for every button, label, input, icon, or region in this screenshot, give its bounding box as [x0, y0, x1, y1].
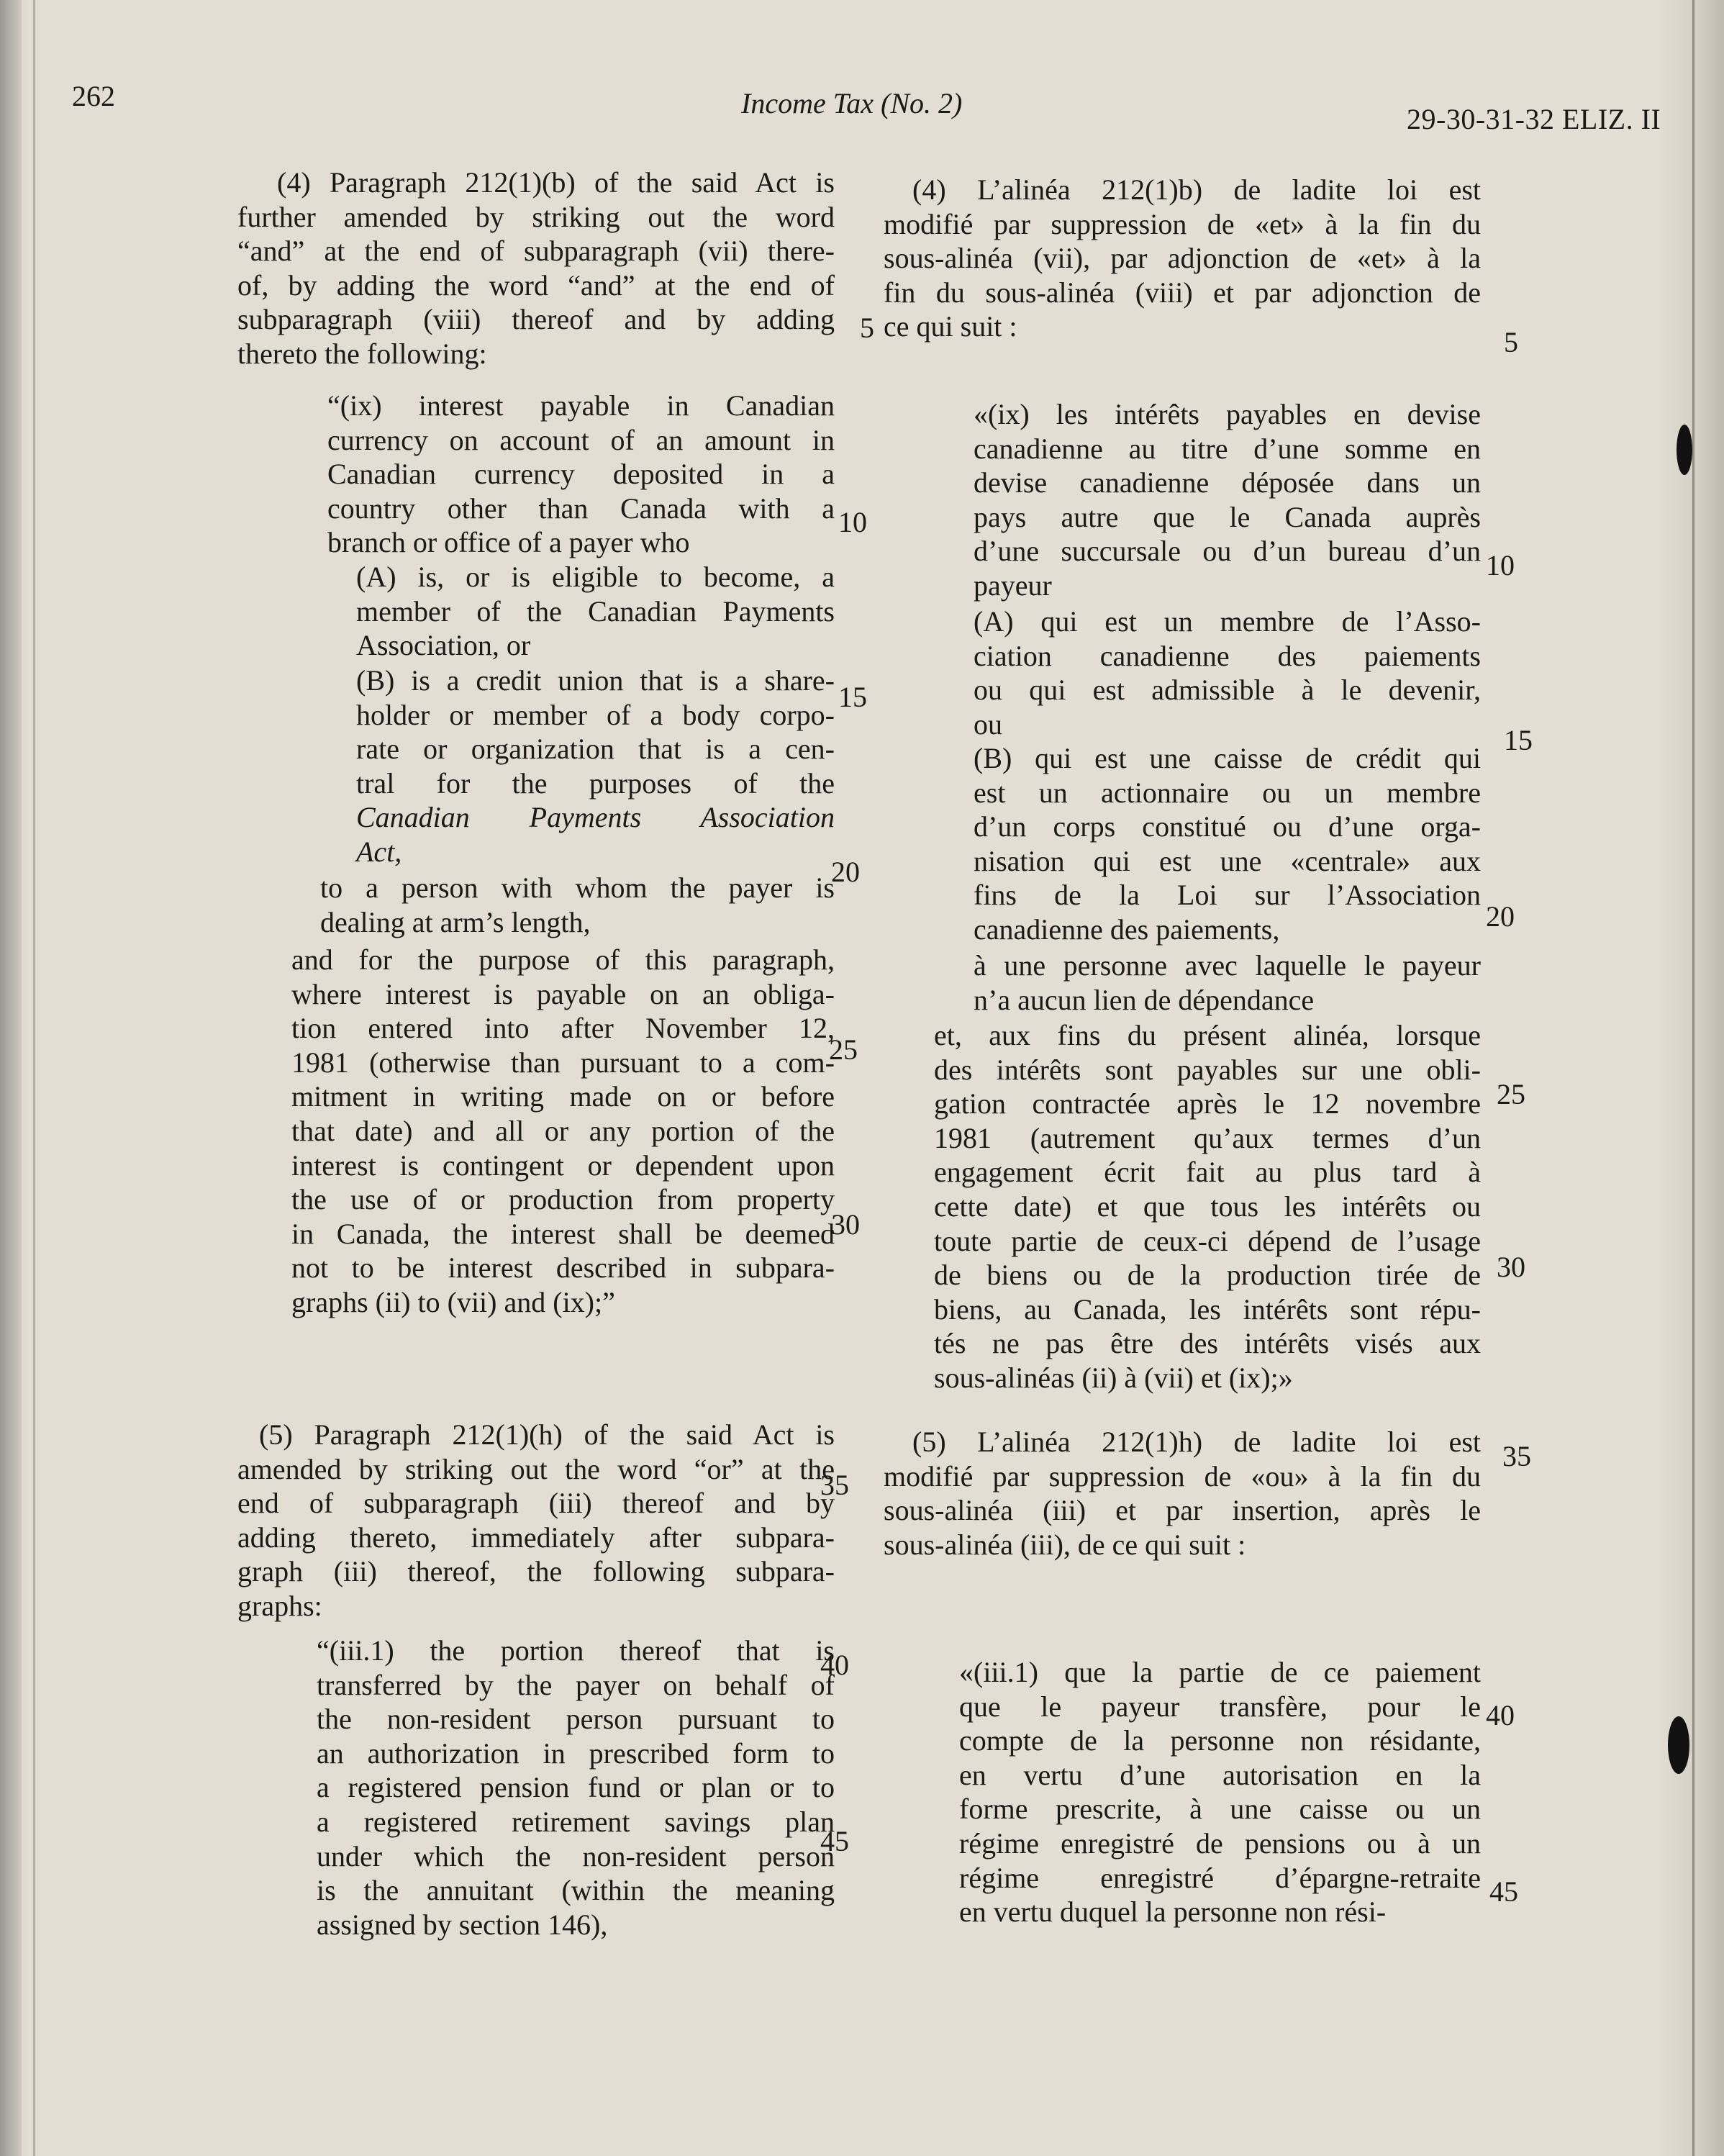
french-s4-ix-line: d’une succursale ou d’un bureau d’un	[974, 535, 1481, 568]
english-s4-intro-line: (4) Paragraph 212(1)(b) of the said Act is	[277, 166, 835, 199]
line-number: 40	[820, 1649, 849, 1681]
french-s4-B-line: canadienne des paiements,	[974, 913, 1280, 946]
english-s4-ix-line: branch or office of a payer who	[327, 526, 690, 559]
french-s4-A-line: ou	[974, 707, 1002, 740]
english-s4-B-line: Act,	[356, 835, 402, 868]
french-s4-intro-line: sous-alinéa (vii), par adjonction de «et» à la	[884, 242, 1481, 275]
french-s4-intro-line: modifié par suppression de «et» à la fin du	[884, 207, 1481, 240]
french-s5-iii1-line: que le payeur transfère, pour le	[959, 1690, 1481, 1723]
french-s4-tail-line: toute partie de ceux-ci dépend de l’usage	[934, 1224, 1481, 1257]
line-number: 5	[1504, 326, 1518, 358]
english-s5-iii1-line: is the annuitant (within the meaning	[317, 1874, 835, 1907]
french-s4-ix-line: pays autre que le Canada auprès	[974, 500, 1481, 533]
french-s5-iii1-line: «(iii.1) que la partie de ce paiement	[959, 1656, 1481, 1688]
english-s4-B-line: (B) is a credit union that is a share-	[356, 664, 835, 697]
french-s4-ix-line: «(ix) les intérêts payables en devise	[974, 398, 1481, 430]
french-s5-intro-line: sous-alinéa (iii), de ce qui suit :	[884, 1528, 1246, 1561]
english-s5-intro-line: adding thereto, immediately after subpara-	[237, 1521, 835, 1554]
ink-mark	[1677, 425, 1692, 475]
french-s4-B-line: nisation qui est une «centrale» aux	[974, 844, 1481, 877]
line-number: 25	[1497, 1078, 1525, 1110]
line-number: 45	[1489, 1875, 1518, 1908]
french-s4-tail-line: tés ne pas être des intérêts visés aux	[934, 1327, 1481, 1360]
french-s4-tail-line: sous-alinéas (ii) à (vii) et (ix);»	[934, 1362, 1293, 1394]
english-s4-tail-line: 1981 (otherwise than pursuant to a com-	[291, 1046, 835, 1079]
french-s5-intro-line: sous-alinéa (iii) et par insertion, après le	[884, 1494, 1481, 1527]
page-number: 262	[72, 80, 115, 112]
line-number: 20	[831, 856, 860, 888]
english-s4-ix-line: “(ix) interest payable in Canadian	[327, 389, 835, 422]
english-s4-person-line: to a person with whom the payer is	[320, 871, 835, 904]
french-s4-person-line: n’a aucun lien de dépendance	[974, 983, 1315, 1016]
french-s5-iii1-line: en vertu d’une autorisation en la	[959, 1758, 1481, 1791]
english-s5-iii1-line: the non-resident person pursuant to	[317, 1703, 835, 1736]
page-edge-line	[1692, 0, 1694, 2156]
french-s5-intro-line: modifié par suppression de «ou» à la fin du	[884, 1459, 1481, 1493]
french-s5-intro-line: (5) L’alinéa 212(1)h) de ladite loi est	[912, 1426, 1481, 1458]
french-s4-tail-line: 1981 (autrement qu’aux termes d’un	[934, 1121, 1481, 1154]
french-s4-B-line: fins de la Loi sur l’Association	[974, 879, 1481, 912]
line-number: 35	[1502, 1440, 1531, 1472]
french-s5-iii1-line: en vertu duquel la personne non rési-	[959, 1895, 1387, 1929]
french-s4-B-line: est un actionnaire ou un membre	[974, 776, 1481, 809]
french-s4-B-line: (B) qui est une caisse de crédit qui	[974, 742, 1481, 774]
english-s4-tail-line: where interest is payable on an obliga-	[291, 977, 835, 1010]
english-s4-B-line: tral for the purposes of the	[356, 766, 835, 800]
line-number: 10	[1486, 549, 1515, 581]
english-s5-intro-line: end of subparagraph (iii) thereof and by	[237, 1487, 835, 1520]
ink-mark	[1668, 1716, 1689, 1774]
english-s5-iii1-line: “(iii.1) the portion thereof that is	[317, 1634, 835, 1667]
french-s4-A-line: (A) qui est un membre de l’Asso-	[974, 605, 1481, 638]
french-s4-A-line: ou qui est admissible à le devenir,	[974, 674, 1481, 707]
english-s5-iii1-line: under which the non-resident person	[317, 1839, 835, 1872]
english-s5-iii1-line: a registered pension fund or plan or to	[317, 1771, 835, 1804]
english-s4-A-line: Association, or	[356, 629, 531, 662]
french-s4-intro-line: ce qui suit :	[884, 310, 1017, 343]
line-number: 20	[1486, 900, 1515, 933]
english-s5-iii1-line: a registered retirement savings plan	[317, 1806, 835, 1838]
french-s4-tail-line: de biens ou de la production tirée de	[934, 1259, 1481, 1292]
english-s4-ix-line: currency on account of an amount in	[327, 423, 835, 456]
line-number: 15	[1504, 724, 1533, 756]
french-s4-intro-line: fin du sous-alinéa (viii) et par adjonction de	[884, 276, 1481, 309]
regnal-year: 29-30-31-32 ELIZ. II	[1407, 103, 1661, 135]
english-s4-B-line: Canadian Payments Association	[356, 801, 835, 834]
english-s4-A-line: (A) is, or is eligible to become, a	[356, 561, 835, 593]
line-number: 45	[820, 1825, 849, 1857]
english-s4-B-line: holder or member of a body corpo-	[356, 698, 835, 731]
english-s4-intro-line: of, by adding the word “and” at the end of	[237, 268, 835, 302]
english-s5-iii1-line: transferred by the payer on behalf of	[317, 1668, 835, 1701]
english-s4-tail-line: interest is contingent or dependent upon	[291, 1149, 835, 1182]
line-number: 30	[1497, 1251, 1525, 1283]
english-s4-tail-line: that date) and all or any portion of the	[291, 1115, 835, 1147]
english-s5-intro-line: graph (iii) thereof, the following subpara-	[237, 1555, 835, 1588]
line-number: 35	[820, 1469, 849, 1501]
french-s4-tail-line: engagement écrit fait au plus tard à	[934, 1156, 1481, 1189]
english-s4-tail-line: tion entered into after November 12,	[291, 1012, 835, 1045]
english-s4-intro-line: further amended by striking out the word	[237, 200, 835, 233]
english-s4-ix-line: Canadian currency deposited in a	[327, 458, 835, 491]
french-s5-iii1-line: compte de la personne non résidante,	[959, 1724, 1481, 1757]
gutter-line	[33, 0, 35, 2156]
french-s4-ix-line: payeur	[974, 569, 1052, 602]
english-s4-B-line: rate or organization that is a cen-	[356, 733, 835, 766]
english-s5-iii1-line: an authorization in prescribed form to	[317, 1736, 835, 1770]
english-s4-tail-line: not to be interest described in subpara-	[291, 1251, 835, 1285]
english-s5-intro-line: (5) Paragraph 212(1)(h) of the said Act is	[259, 1418, 835, 1451]
english-s4-A-line: member of the Canadian Payments	[356, 594, 835, 628]
english-s4-tail-line: in Canada, the interest shall be deemed	[291, 1217, 835, 1250]
english-s4-tail-line: and for the purpose of this paragraph,	[291, 943, 835, 976]
english-s4-tail-line: the use of or production from property	[291, 1183, 835, 1216]
french-s5-iii1-line: régime enregistré d’épargne-retraite	[959, 1861, 1481, 1894]
english-s4-intro-line: thereto the following:	[237, 338, 487, 370]
french-s4-person-line: à une personne avec laquelle le payeur	[974, 949, 1481, 982]
line-number: 25	[829, 1033, 858, 1066]
english-s4-ix-line: country other than Canada with a	[327, 492, 835, 525]
line-number: 10	[838, 506, 867, 538]
french-s4-ix-line: canadienne au titre d’une somme en	[974, 432, 1481, 465]
english-s4-intro-line: “and” at the end of subparagraph (vii) there-	[237, 235, 835, 268]
english-s5-intro-line: amended by striking out the word “or” at the	[237, 1452, 835, 1485]
english-s5-iii1-line: assigned by section 146),	[317, 1908, 608, 1941]
french-s4-tail-line: des intérêts sont payables sur une obli-	[934, 1053, 1481, 1086]
english-s5-intro-line: graphs:	[237, 1590, 322, 1622]
english-s4-person-line: dealing at arm’s length,	[320, 905, 591, 938]
english-s4-tail-line: graphs (ii) to (vii) and (ix);”	[291, 1286, 615, 1318]
english-s4-intro-line: subparagraph (viii) thereof and by adding	[237, 303, 835, 336]
french-s4-tail-line: gation contractée après le 12 novembre	[934, 1087, 1481, 1120]
line-number: 5	[860, 312, 874, 344]
line-number: 30	[831, 1208, 860, 1241]
french-s5-iii1-line: forme prescrite, à une caisse ou un	[959, 1793, 1481, 1826]
french-s4-tail-line: et, aux fins du présent alinéa, lorsque	[934, 1019, 1481, 1051]
french-s4-intro-line: (4) L’alinéa 212(1)b) de ladite loi est	[912, 173, 1481, 206]
french-s5-iii1-line: régime enregistré de pensions ou à un	[959, 1827, 1481, 1860]
english-s4-tail-line: mitment in writing made on or before	[291, 1080, 835, 1113]
french-s4-tail-line: cette date) et que tous les intérêts ou	[934, 1190, 1481, 1223]
line-number: 40	[1486, 1699, 1515, 1731]
french-s4-ix-line: devise canadienne déposée dans un	[974, 466, 1481, 499]
french-s4-A-line: ciation canadienne des paiements	[974, 639, 1481, 672]
running-title: Income Tax (No. 2)	[741, 87, 963, 119]
french-s4-B-line: d’un corps constitué ou d’une orga-	[974, 810, 1481, 843]
french-s4-tail-line: biens, au Canada, les intérêts sont répu-	[934, 1292, 1481, 1326]
book-spine-shadow	[0, 0, 22, 2156]
line-number: 15	[838, 681, 867, 713]
